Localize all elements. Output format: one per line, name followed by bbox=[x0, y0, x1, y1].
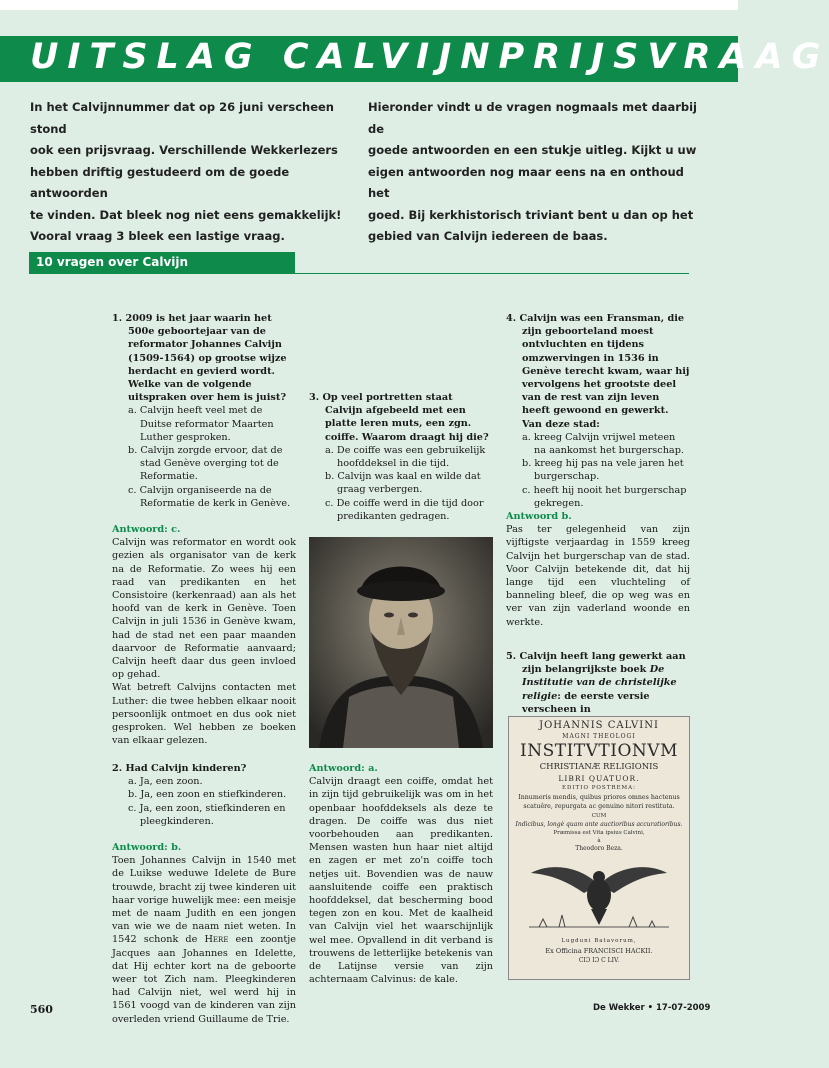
question-4-option-c: c. heeft hij nooit het burgerschap gekregen. bbox=[522, 484, 687, 509]
intro-line: goed. Bij kerkhistorisch triviant bent u dan op het bbox=[368, 207, 694, 222]
question-3-option-b: b. Calvijn was kaal en wilde dat graag verbergen. bbox=[325, 471, 481, 496]
intro-line: In het Calvijnnummer dat op 26 juni verscheen stond bbox=[30, 100, 334, 136]
question-1: 1. 2009 is het jaar waarin het 500e geboortejaar van de reformator Johannes Calvijn (1509-1564) op grootse wijze herdacht en gevierd wordt. Welke van de volgende uitspraken over hem is juist? bbox=[112, 313, 287, 404]
book-line-6: Theodoro Beza. bbox=[575, 845, 623, 852]
section-rule bbox=[295, 273, 689, 274]
question-4-option-a: a. kreeg Calvijn vrijwel meteen na aankomst het burgerschap. bbox=[522, 431, 684, 457]
question-4-option-b: b. kreeg hij pas na vele jaren het burgerschap. bbox=[522, 458, 684, 483]
explanation-1b: Wat betreft Calvijns contacten met Luther: die twee hebben elkaar nooit persoonlijk ontmoet en dus ook niet gesproken. Wel hebben ze boeken van elkaar gelezen. bbox=[112, 682, 296, 747]
question-3-option-c: c. De coiffe werd in die tijd door predikanten gedragen. bbox=[325, 497, 484, 522]
intro-right bbox=[368, 97, 698, 248]
book-line-4: Præmissa est Vita ipsius Calvini, bbox=[553, 830, 645, 836]
explanation-2 bbox=[112, 854, 296, 1026]
book-place: Lugduni Batavorum, bbox=[561, 938, 637, 944]
book-year: CIƆ IƆ C LIV. bbox=[578, 957, 620, 964]
book-author: JOHANNIS CALVINI bbox=[539, 720, 659, 731]
column-1 bbox=[112, 312, 296, 748]
intro-line: Hieronder vindt u de vragen nogmaals met daarbij de bbox=[368, 100, 698, 136]
column-2 bbox=[309, 391, 493, 523]
book-books: LIBRI QUATUOR. bbox=[558, 774, 640, 783]
answer-2: Antwoord: b. bbox=[112, 842, 182, 854]
intro-line: Vooral vraag 3 bleek een lastige vraag. bbox=[30, 229, 285, 243]
book-title-2: CHRISTIANÆ RELIGIONIS bbox=[539, 762, 659, 772]
intro-line: goede antwoorden en een stukje uitleg. Kijkt u uw bbox=[368, 143, 697, 157]
question-5 bbox=[506, 650, 690, 716]
top-band bbox=[0, 0, 738, 10]
page-number: 560 bbox=[30, 1003, 53, 1016]
question-5-part-a: 5. Calvijn heeft lang gewerkt aan zijn belangrijkste boek bbox=[506, 651, 686, 676]
book-title: INSTITVTIONVM bbox=[520, 741, 678, 761]
explanation-3: Calvijn draagt een coiffe, omdat het in zijn tijd gebruikelijk was om in het openbaar hoofddeksels als deze te dragen. De coiffe was dus niet voorbehouden aan predikanten. Mensen wasten hun haar niet altijd en zagen er met zo'n coiffe toch netjes uit. Bovendien was de nauw aansluitende coiffe een praktisch hoofddeksel, dat bescherming bood tegen zon en kou. Met de kaalheid van Calvijn viel het waarschijnlijk wel mee. Opvallend in dit verband is trouwens de letterlijke betekenis van de Latijnse versie van zijn achternaam Calvinus: de kale. bbox=[309, 776, 493, 986]
question-3-option-a: a. De coiffe was een gebruikelijk hoofddeksel in die tijd. bbox=[325, 444, 486, 470]
eagle-emblem-icon bbox=[529, 855, 669, 935]
intro-line: eigen antwoorden nog maar eens na en onthoud het bbox=[368, 164, 684, 200]
book-line-2: scatuêre, repurgata ac genuino nitori restituta. bbox=[523, 803, 675, 810]
explanation-1: Calvijn was reformator en wordt ook gezien als organisator van de kerk na de Reformatie. Zo wees hij een raad van predikanten en het Consistoire (kerkenraad) aan als het hoofd van de kerk in Genève. Toen Calvijn in juli 1536 in Genève kwam, had de stad net een paar maanden daarvoor de Reformatie aanvaard; Calvijn heeft daar dus geen invloed op gehad. bbox=[112, 537, 296, 681]
question-2: 2. Had Calvijn kinderen? bbox=[112, 763, 247, 774]
section-title: 10 vragen over Calvijn bbox=[36, 255, 189, 269]
answer-1: Antwoord: c. bbox=[112, 524, 181, 536]
here-smallcaps: Here bbox=[204, 934, 229, 946]
column-3-lower bbox=[506, 650, 690, 716]
column-2-lower bbox=[309, 762, 493, 986]
question-1-option-c: c. Calvijn organiseerde na de Reformatie de kerk in Genève. bbox=[128, 484, 291, 509]
footer: De Wekker • 17-07-2009 bbox=[593, 1003, 711, 1013]
book-line-3: Indicibus, longè quam ante auctioribus accuratioribus. bbox=[515, 821, 683, 828]
book-cum: CUM bbox=[591, 813, 607, 819]
explanation-4: Pas ter gelegenheid van zijn vijftigste verjaardag in 1559 kreeg Calvijn het burgerschap van de stad. Voor Calvijn betekende dit, dat hij lange tijd een vluchteling of banneling bleef, die op weg was en ver van zijn vaderland woonde en werkte. bbox=[506, 524, 690, 628]
question-4: 4. Calvijn was een Fransman, die zijn geboorteland moest ontvluchten en tijdens omzwervingen in 1536 in Genève terecht kwam, waar hij vervolgens het grootste deel van de rest van zijn leven heeft gewoond en gewerkt. Van deze stad: bbox=[506, 313, 690, 430]
book-line-1: Innumeris mendis, quibus priores omnes hactenus bbox=[518, 794, 680, 801]
question-5-book-title: De Institutie van de christelijke religie bbox=[522, 664, 677, 702]
intro-left bbox=[30, 97, 360, 248]
answer-3: Antwoord: a. bbox=[309, 763, 378, 774]
explanation-2-part-a: Toen Johannes Calvijn in 1540 met de Luikse weduwe Idelete de Bure trouwde, bracht zij twee kinderen uit haar vorige huwelijk mee: een meisje met de naam Judith en een jongen van wie we de naam niet weten. In 1542 schonk de bbox=[112, 855, 296, 946]
book-subtitle: MAGNI THEOLOGI bbox=[562, 733, 636, 740]
page-title: UITSLAG CALVIJNPRIJSVRAAG bbox=[30, 37, 829, 77]
question-5-part-b: : de eerste versie verscheen in bbox=[522, 690, 650, 715]
column-1-lower bbox=[112, 762, 296, 1026]
question-3: 3. Op veel portretten staat Calvijn afgebeeld met een platte leren muts, een zgn. coiffe. Waarom draagt hij die? bbox=[309, 392, 489, 443]
question-2-option-a: a. Ja, een zoon. bbox=[128, 776, 203, 788]
portrait-icon bbox=[309, 537, 493, 748]
answer-4: Antwoord b. bbox=[506, 511, 572, 523]
question-1-option-b: b. Calvijn zorgde ervoor, dat de stad Genève overging tot de Reformatie. bbox=[128, 445, 283, 483]
book-edition: EDITIO POSTREMA: bbox=[562, 785, 636, 791]
intro-line: gebied van Calvijn iedereen de baas. bbox=[368, 229, 608, 243]
intro-line: te vinden. Dat bleek nog niet eens gemakkelijk! bbox=[30, 207, 342, 222]
question-2-option-c: c. Ja, een zoon, stiefkinderen en pleegkinderen. bbox=[128, 802, 286, 827]
book-printer: Ex Officina FRANCISCI HACKII. bbox=[545, 947, 653, 955]
calvin-portrait bbox=[309, 537, 493, 748]
explanation-2-part-b: een zoontje Jacques aan Johannes en Idelette, dat Hij echter kort na de geboorte weer tot Zich nam. Pleegkinderen had Calvijn niet, wel werd hij in 1561 voogd van de kinderen van zijn overleden vriend Guillaume de Trie. bbox=[112, 934, 296, 1025]
institutio-title-page bbox=[508, 716, 690, 980]
intro-line: hebben driftig gestudeerd om de goede antwoorden bbox=[30, 164, 290, 200]
question-1-option-a: a. Calvijn heeft veel met de Duitse reformator Maarten Luther gesproken. bbox=[128, 405, 274, 443]
book-line-5: à bbox=[597, 838, 601, 844]
question-2-option-b: b. Ja, een zoon en stiefkinderen. bbox=[128, 789, 287, 801]
column-3 bbox=[506, 312, 690, 629]
intro-line: ook een prijsvraag. Verschillende Wekkerlezers bbox=[30, 143, 338, 157]
